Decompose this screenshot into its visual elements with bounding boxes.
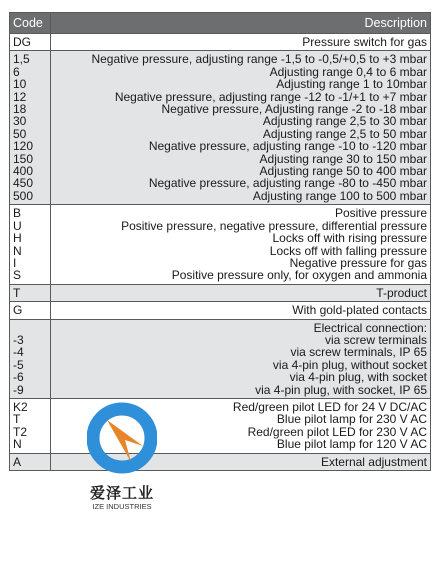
description-text: Adjusting range 1 to 10mbar <box>276 77 427 92</box>
code-value: 120 <box>13 139 34 154</box>
description-cell <box>51 319 431 398</box>
code-value: G <box>13 303 23 318</box>
code-value: 1,5 <box>13 52 30 67</box>
watermark-logo <box>82 400 162 518</box>
code-value: 150 <box>13 151 34 166</box>
description-text: Locks off with falling pressure <box>269 243 427 258</box>
table-row <box>10 284 431 301</box>
code-value: H <box>13 231 22 246</box>
code-value: -9 <box>13 382 24 397</box>
code-cell <box>10 398 51 453</box>
description-text: Adjusting range 0,4 to 6 mbar <box>269 64 427 79</box>
ize-logo-icon <box>87 400 157 478</box>
description-text: External adjustment <box>320 454 427 469</box>
description-text: Negative pressure, adjusting range -1,5 to -0,5/+0,5 to +3 mbar <box>91 52 427 67</box>
header-code: Code <box>10 13 51 34</box>
description-text: via 4-pin plug, with socket <box>289 370 427 385</box>
code-value: -3 <box>13 332 24 347</box>
code-cell <box>10 205 51 284</box>
table-row <box>10 319 431 398</box>
code-value: 6 <box>13 64 20 79</box>
code-cell <box>10 319 51 398</box>
code-value: U <box>13 218 22 233</box>
code-value: S <box>13 268 22 283</box>
table-row <box>10 453 431 470</box>
code-value: 18 <box>13 102 27 117</box>
description-text: Negative pressure, adjusting range -80 to -450 mbar <box>148 176 427 191</box>
code-cell <box>10 302 51 319</box>
description-text: Negative pressure, adjusting range -12 to -1/+1 to +7 mbar <box>114 89 427 104</box>
description-cell <box>51 51 431 205</box>
description-text: Adjusting range 2,5 to 30 mbar <box>262 114 427 129</box>
code-value: 50 <box>13 126 27 141</box>
code-value: B <box>13 206 22 221</box>
code-cell <box>10 51 51 205</box>
description-text: Blue pilot lamp for 120 V AC <box>276 437 427 452</box>
code-value: 10 <box>13 77 27 92</box>
code-value: T <box>13 285 21 300</box>
code-cell <box>10 453 51 470</box>
description-text: via screw terminals, IP 65 <box>290 345 427 360</box>
code-value: 12 <box>13 89 27 104</box>
description-text: Negative pressure for gas <box>289 255 427 270</box>
table-row <box>10 398 431 453</box>
code-value: DG <box>13 35 31 49</box>
description-text: Adjusting range 30 to 150 mbar <box>259 151 427 166</box>
code-value: K2 <box>13 399 28 414</box>
code-value: 450 <box>13 176 34 191</box>
header-description: Description <box>51 13 431 34</box>
table-header-row <box>10 13 431 34</box>
code-value: T <box>13 412 21 427</box>
code-value: 30 <box>13 114 27 129</box>
code-value: -4 <box>13 345 24 360</box>
description-text: With gold-plated contacts <box>292 303 427 318</box>
description-cell <box>51 302 431 319</box>
table-row <box>10 34 431 51</box>
description-text: Pressure switch for gas <box>302 35 427 49</box>
description-text: Red/green pilot LED for 230 V AC <box>247 424 427 439</box>
code-cell <box>10 34 51 51</box>
description-text: via screw terminals <box>324 332 427 347</box>
logo-name-cn: 爱泽工业 <box>89 484 154 502</box>
code-value: 500 <box>13 188 34 203</box>
logo-name-en: IZE INDUSTRIES <box>92 502 152 511</box>
description-cell <box>51 34 431 51</box>
description-text: via 4-pin plug, with socket, IP 65 <box>255 382 427 397</box>
description-text: Electrical connection: <box>313 320 427 335</box>
table-row <box>10 51 431 205</box>
description-text: Adjusting range 50 to 400 mbar <box>259 164 427 179</box>
code-value: N <box>13 437 22 452</box>
description-text: Positive pressure only, for oxygen and ammonia <box>171 268 427 283</box>
table-body <box>10 34 431 471</box>
description-text: via 4-pin plug, without socket <box>272 357 427 372</box>
code-value: -6 <box>13 370 24 385</box>
code-value: N <box>13 243 22 258</box>
code-value: -5 <box>13 357 24 372</box>
description-text: Positive pressure, negative pressure, differential pressure <box>121 218 427 233</box>
description-text: Negative pressure, Adjusting range -2 to -18 mbar <box>161 102 427 117</box>
table-row <box>10 302 431 319</box>
code-value: 400 <box>13 164 34 179</box>
description-cell <box>51 205 431 284</box>
description-text: Red/green pilot LED for 24 V DC/AC <box>232 399 427 414</box>
code-value: I <box>13 255 17 270</box>
description-text: Adjusting range 2,5 to 50 mbar <box>262 126 427 141</box>
description-text: Positive pressure <box>334 206 427 221</box>
code-value: T2 <box>13 424 28 439</box>
code-table-frame <box>9 12 430 471</box>
description-text: Blue pilot lamp for 230 V AC <box>276 412 427 427</box>
table-row <box>10 205 431 284</box>
code-cell <box>10 284 51 301</box>
description-text: Locks off with rising pressure <box>272 231 427 246</box>
description-text: T-product <box>376 285 427 300</box>
code-table <box>9 12 431 471</box>
code-value: A <box>13 454 22 469</box>
description-text: Negative pressure, adjusting range -10 to -120 mbar <box>148 139 427 154</box>
description-text: Adjusting range 100 to 500 mbar <box>252 188 427 203</box>
description-cell <box>51 284 431 301</box>
